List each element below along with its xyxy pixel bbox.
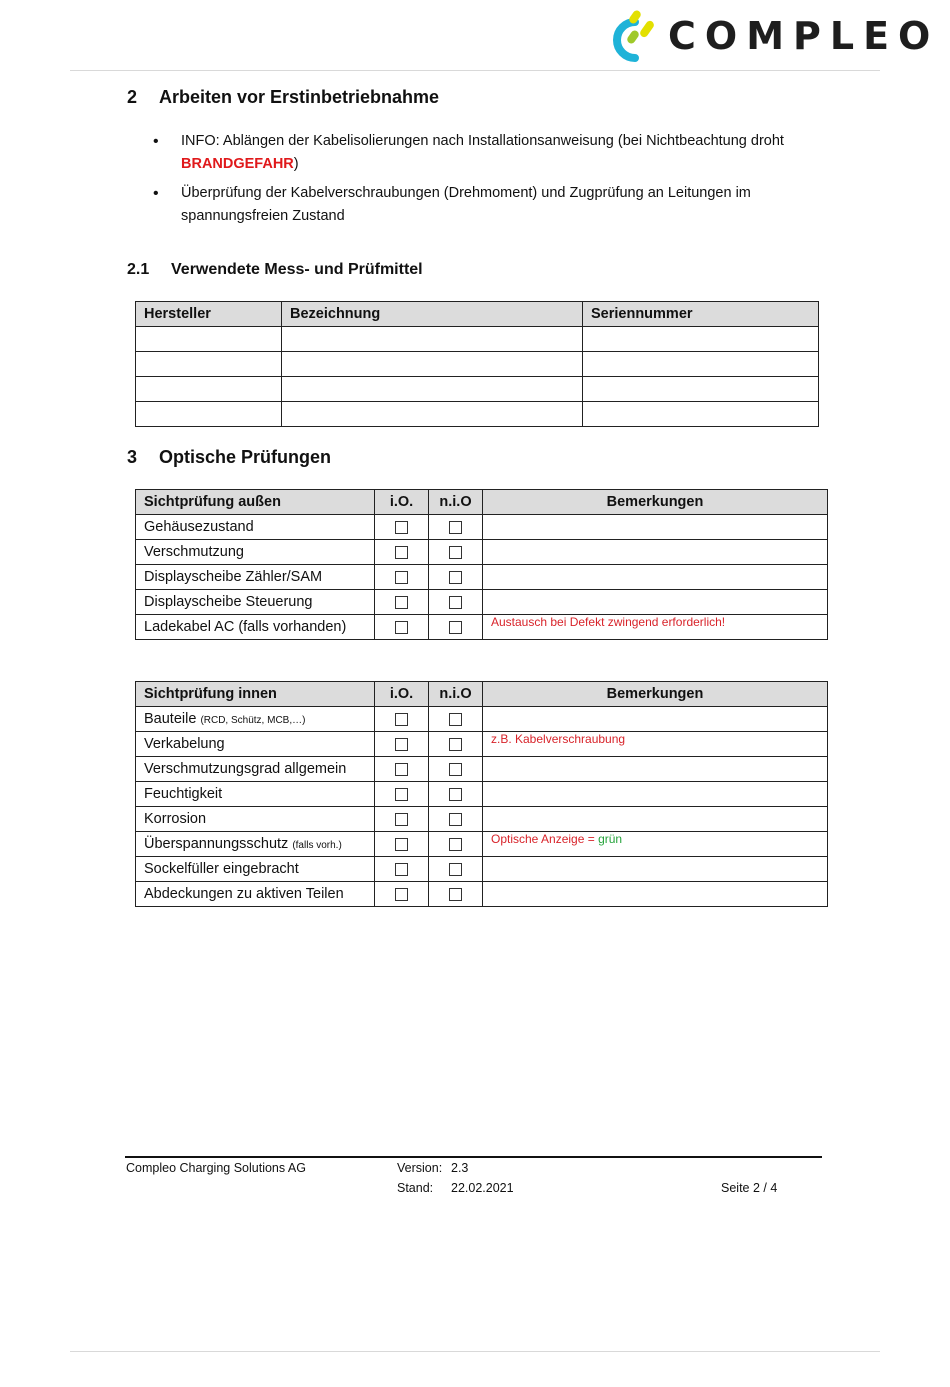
- nio-cell: [429, 857, 483, 882]
- io-cell: [375, 807, 429, 832]
- column-header-nio: n.i.O: [429, 490, 483, 515]
- nio-cell: [429, 565, 483, 590]
- section-title: Optische Prüfungen: [159, 447, 332, 467]
- check-label: Gehäusezustand: [136, 515, 375, 540]
- nio-cell: [429, 757, 483, 782]
- hersteller-cell[interactable]: [136, 377, 282, 402]
- table-row: [136, 882, 828, 907]
- check-label: Feuchtigkeit: [136, 782, 375, 807]
- compleo-logo-text: COMPLEO: [668, 14, 940, 58]
- table-row: [136, 327, 819, 352]
- table-row: [136, 565, 828, 590]
- column-header: Hersteller: [136, 302, 282, 327]
- io-checkbox[interactable]: [395, 596, 408, 609]
- remark-ok-text: grün: [598, 832, 623, 846]
- io-checkbox[interactable]: [395, 713, 408, 726]
- table-row: [136, 732, 828, 757]
- remark-cell[interactable]: [483, 782, 828, 807]
- column-header-remarks: Bemerkungen: [483, 682, 828, 707]
- bezeichnung-cell[interactable]: [282, 377, 583, 402]
- nio-cell: [429, 615, 483, 640]
- check-label: Displayscheibe Zähler/SAM: [136, 565, 375, 590]
- io-cell: [375, 832, 429, 857]
- bezeichnung-cell[interactable]: [282, 352, 583, 377]
- nio-checkbox[interactable]: [449, 888, 462, 901]
- table-row: [136, 352, 819, 377]
- check-label: Ladekabel AC (falls vorhanden): [136, 615, 375, 640]
- table-row: [136, 832, 828, 857]
- io-cell: [375, 515, 429, 540]
- nio-checkbox[interactable]: [449, 763, 462, 776]
- seriennummer-cell[interactable]: [583, 327, 819, 352]
- fire-hazard-warning: BRANDGEFAHR: [181, 156, 294, 172]
- io-cell: [375, 707, 429, 732]
- io-cell: [375, 757, 429, 782]
- table-row: [136, 540, 828, 565]
- nio-cell: [429, 590, 483, 615]
- nio-cell: [429, 540, 483, 565]
- table-row: [136, 857, 828, 882]
- remark-cell[interactable]: [483, 882, 828, 907]
- nio-checkbox[interactable]: [449, 571, 462, 584]
- table-row: [136, 402, 819, 427]
- bezeichnung-cell[interactable]: [282, 327, 583, 352]
- visual-check-inside-table: [135, 681, 828, 907]
- nio-checkbox[interactable]: [449, 546, 462, 559]
- bezeichnung-cell[interactable]: [282, 402, 583, 427]
- table-row: [136, 377, 819, 402]
- check-label-cell: [136, 832, 375, 857]
- table-row: [136, 515, 828, 540]
- check-label: Displayscheibe Steuerung: [136, 590, 375, 615]
- nio-checkbox[interactable]: [449, 713, 462, 726]
- remark-cell[interactable]: [483, 857, 828, 882]
- io-checkbox[interactable]: [395, 838, 408, 851]
- column-header: Seriennummer: [583, 302, 819, 327]
- io-cell: [375, 590, 429, 615]
- section-2-heading: [127, 87, 439, 108]
- remark-cell[interactable]: [483, 707, 828, 732]
- list-item: [150, 182, 810, 228]
- nio-checkbox[interactable]: [449, 521, 462, 534]
- io-cell: [375, 615, 429, 640]
- remark-cell[interactable]: [483, 515, 828, 540]
- check-label: Korrosion: [136, 807, 375, 832]
- column-header: Sichtprüfung innen: [136, 682, 375, 707]
- seriennummer-cell[interactable]: [583, 352, 819, 377]
- io-checkbox[interactable]: [395, 813, 408, 826]
- nio-checkbox[interactable]: [449, 788, 462, 801]
- nio-checkbox[interactable]: [449, 838, 462, 851]
- remark-cell[interactable]: Austausch bei Defekt zwingend erforderlich!: [483, 615, 828, 640]
- io-cell: [375, 540, 429, 565]
- footer-stand-label: Stand:: [397, 1181, 434, 1195]
- section-title: Verwendete Mess- und Prüfmittel: [171, 261, 423, 278]
- check-label: Abdeckungen zu aktiven Teilen: [136, 882, 375, 907]
- seriennummer-cell[interactable]: [583, 402, 819, 427]
- nio-cell: [429, 707, 483, 732]
- table-row: [136, 590, 828, 615]
- check-label: Verschmutzungsgrad allgemein: [136, 757, 375, 782]
- io-cell: [375, 732, 429, 757]
- page-bottom-divider: [70, 1351, 880, 1352]
- bullet-text: Überprüfung der Kabelverschraubungen (Drehmoment) und Zugprüfung an Leitungen im spannungsfreien Zustand: [181, 185, 751, 224]
- check-label: Verkabelung: [136, 732, 375, 757]
- footer-divider: [125, 1156, 822, 1158]
- io-checkbox[interactable]: [395, 621, 408, 634]
- footer-version-label: Version:: [397, 1161, 443, 1175]
- io-checkbox[interactable]: [395, 521, 408, 534]
- check-label: Sockelfüller eingebracht: [136, 857, 375, 882]
- io-checkbox[interactable]: [395, 788, 408, 801]
- nio-checkbox[interactable]: [449, 621, 462, 634]
- remark-text: Optische Anzeige =: [491, 832, 599, 846]
- section-number: 3: [127, 447, 138, 467]
- remark-cell[interactable]: z.B. Kabelverschraubung: [483, 732, 828, 757]
- footer-company: Compleo Charging Solutions AG: [126, 1161, 306, 1175]
- nio-cell: [429, 807, 483, 832]
- check-label-cell: [136, 707, 375, 732]
- check-label-note: (falls vorh.): [292, 840, 342, 851]
- table-row: [136, 807, 828, 832]
- nio-cell: [429, 782, 483, 807]
- footer-page-number: Seite 2 / 4: [721, 1181, 778, 1195]
- remark-cell[interactable]: [483, 565, 828, 590]
- table-row: [136, 782, 828, 807]
- nio-checkbox[interactable]: [449, 596, 462, 609]
- seriennummer-cell[interactable]: [583, 377, 819, 402]
- section-number: 2.1: [127, 261, 150, 278]
- header-divider: [70, 70, 880, 71]
- remark-cell[interactable]: [483, 590, 828, 615]
- column-header-io: i.O.: [375, 490, 429, 515]
- footer-version: 2.3: [451, 1161, 469, 1175]
- io-cell: [375, 882, 429, 907]
- io-checkbox[interactable]: [395, 571, 408, 584]
- hersteller-cell[interactable]: [136, 352, 282, 377]
- footer-stand: 22.02.2021: [451, 1181, 514, 1195]
- remark-cell[interactable]: [483, 832, 828, 857]
- visual-check-outside-table: [135, 489, 828, 640]
- nio-checkbox[interactable]: [449, 863, 462, 876]
- remark-cell[interactable]: [483, 807, 828, 832]
- column-header-io: i.O.: [375, 682, 429, 707]
- section-2-1-heading: [127, 261, 423, 279]
- io-cell: [375, 857, 429, 882]
- table-row: [136, 757, 828, 782]
- preparation-list: [150, 130, 810, 234]
- check-label: Überspannungsschutz: [144, 836, 289, 852]
- nio-cell: [429, 515, 483, 540]
- bullet-text-end: ): [293, 156, 299, 172]
- io-checkbox[interactable]: [395, 546, 408, 559]
- io-checkbox[interactable]: [395, 888, 408, 901]
- column-header-remarks: Bemerkungen: [483, 490, 828, 515]
- hersteller-cell[interactable]: [136, 327, 282, 352]
- nio-checkbox[interactable]: [449, 738, 462, 751]
- bullet-text: INFO: Ablängen der Kabelisolierungen nach Installationsanweisung (bei Nichtbeachtung droht: [181, 133, 784, 149]
- section-3-heading: [127, 447, 331, 468]
- table-header-row: [136, 682, 828, 707]
- hersteller-cell[interactable]: [136, 402, 282, 427]
- remark-cell[interactable]: [483, 540, 828, 565]
- remark-cell[interactable]: [483, 757, 828, 782]
- io-checkbox[interactable]: [395, 863, 408, 876]
- table-row: [136, 615, 828, 640]
- column-header: Bezeichnung: [282, 302, 583, 327]
- io-cell: [375, 565, 429, 590]
- table-header-row: [136, 302, 819, 327]
- io-checkbox[interactable]: [395, 763, 408, 776]
- nio-cell: [429, 882, 483, 907]
- nio-cell: [429, 832, 483, 857]
- list-item: [150, 130, 810, 176]
- column-header-nio: n.i.O: [429, 682, 483, 707]
- table-row: [136, 707, 828, 732]
- instruments-table: [135, 301, 819, 427]
- section-title: Arbeiten vor Erstinbetriebnahme: [159, 87, 440, 107]
- column-header: Sichtprüfung außen: [136, 490, 375, 515]
- check-label: Bauteile: [144, 711, 197, 727]
- io-cell: [375, 782, 429, 807]
- check-label-note: (RCD, Schütz, MCB,…): [200, 715, 306, 726]
- nio-checkbox[interactable]: [449, 813, 462, 826]
- table-header-row: [136, 490, 828, 515]
- check-label: Verschmutzung: [136, 540, 375, 565]
- section-number: 2: [127, 87, 138, 107]
- io-checkbox[interactable]: [395, 738, 408, 751]
- nio-cell: [429, 732, 483, 757]
